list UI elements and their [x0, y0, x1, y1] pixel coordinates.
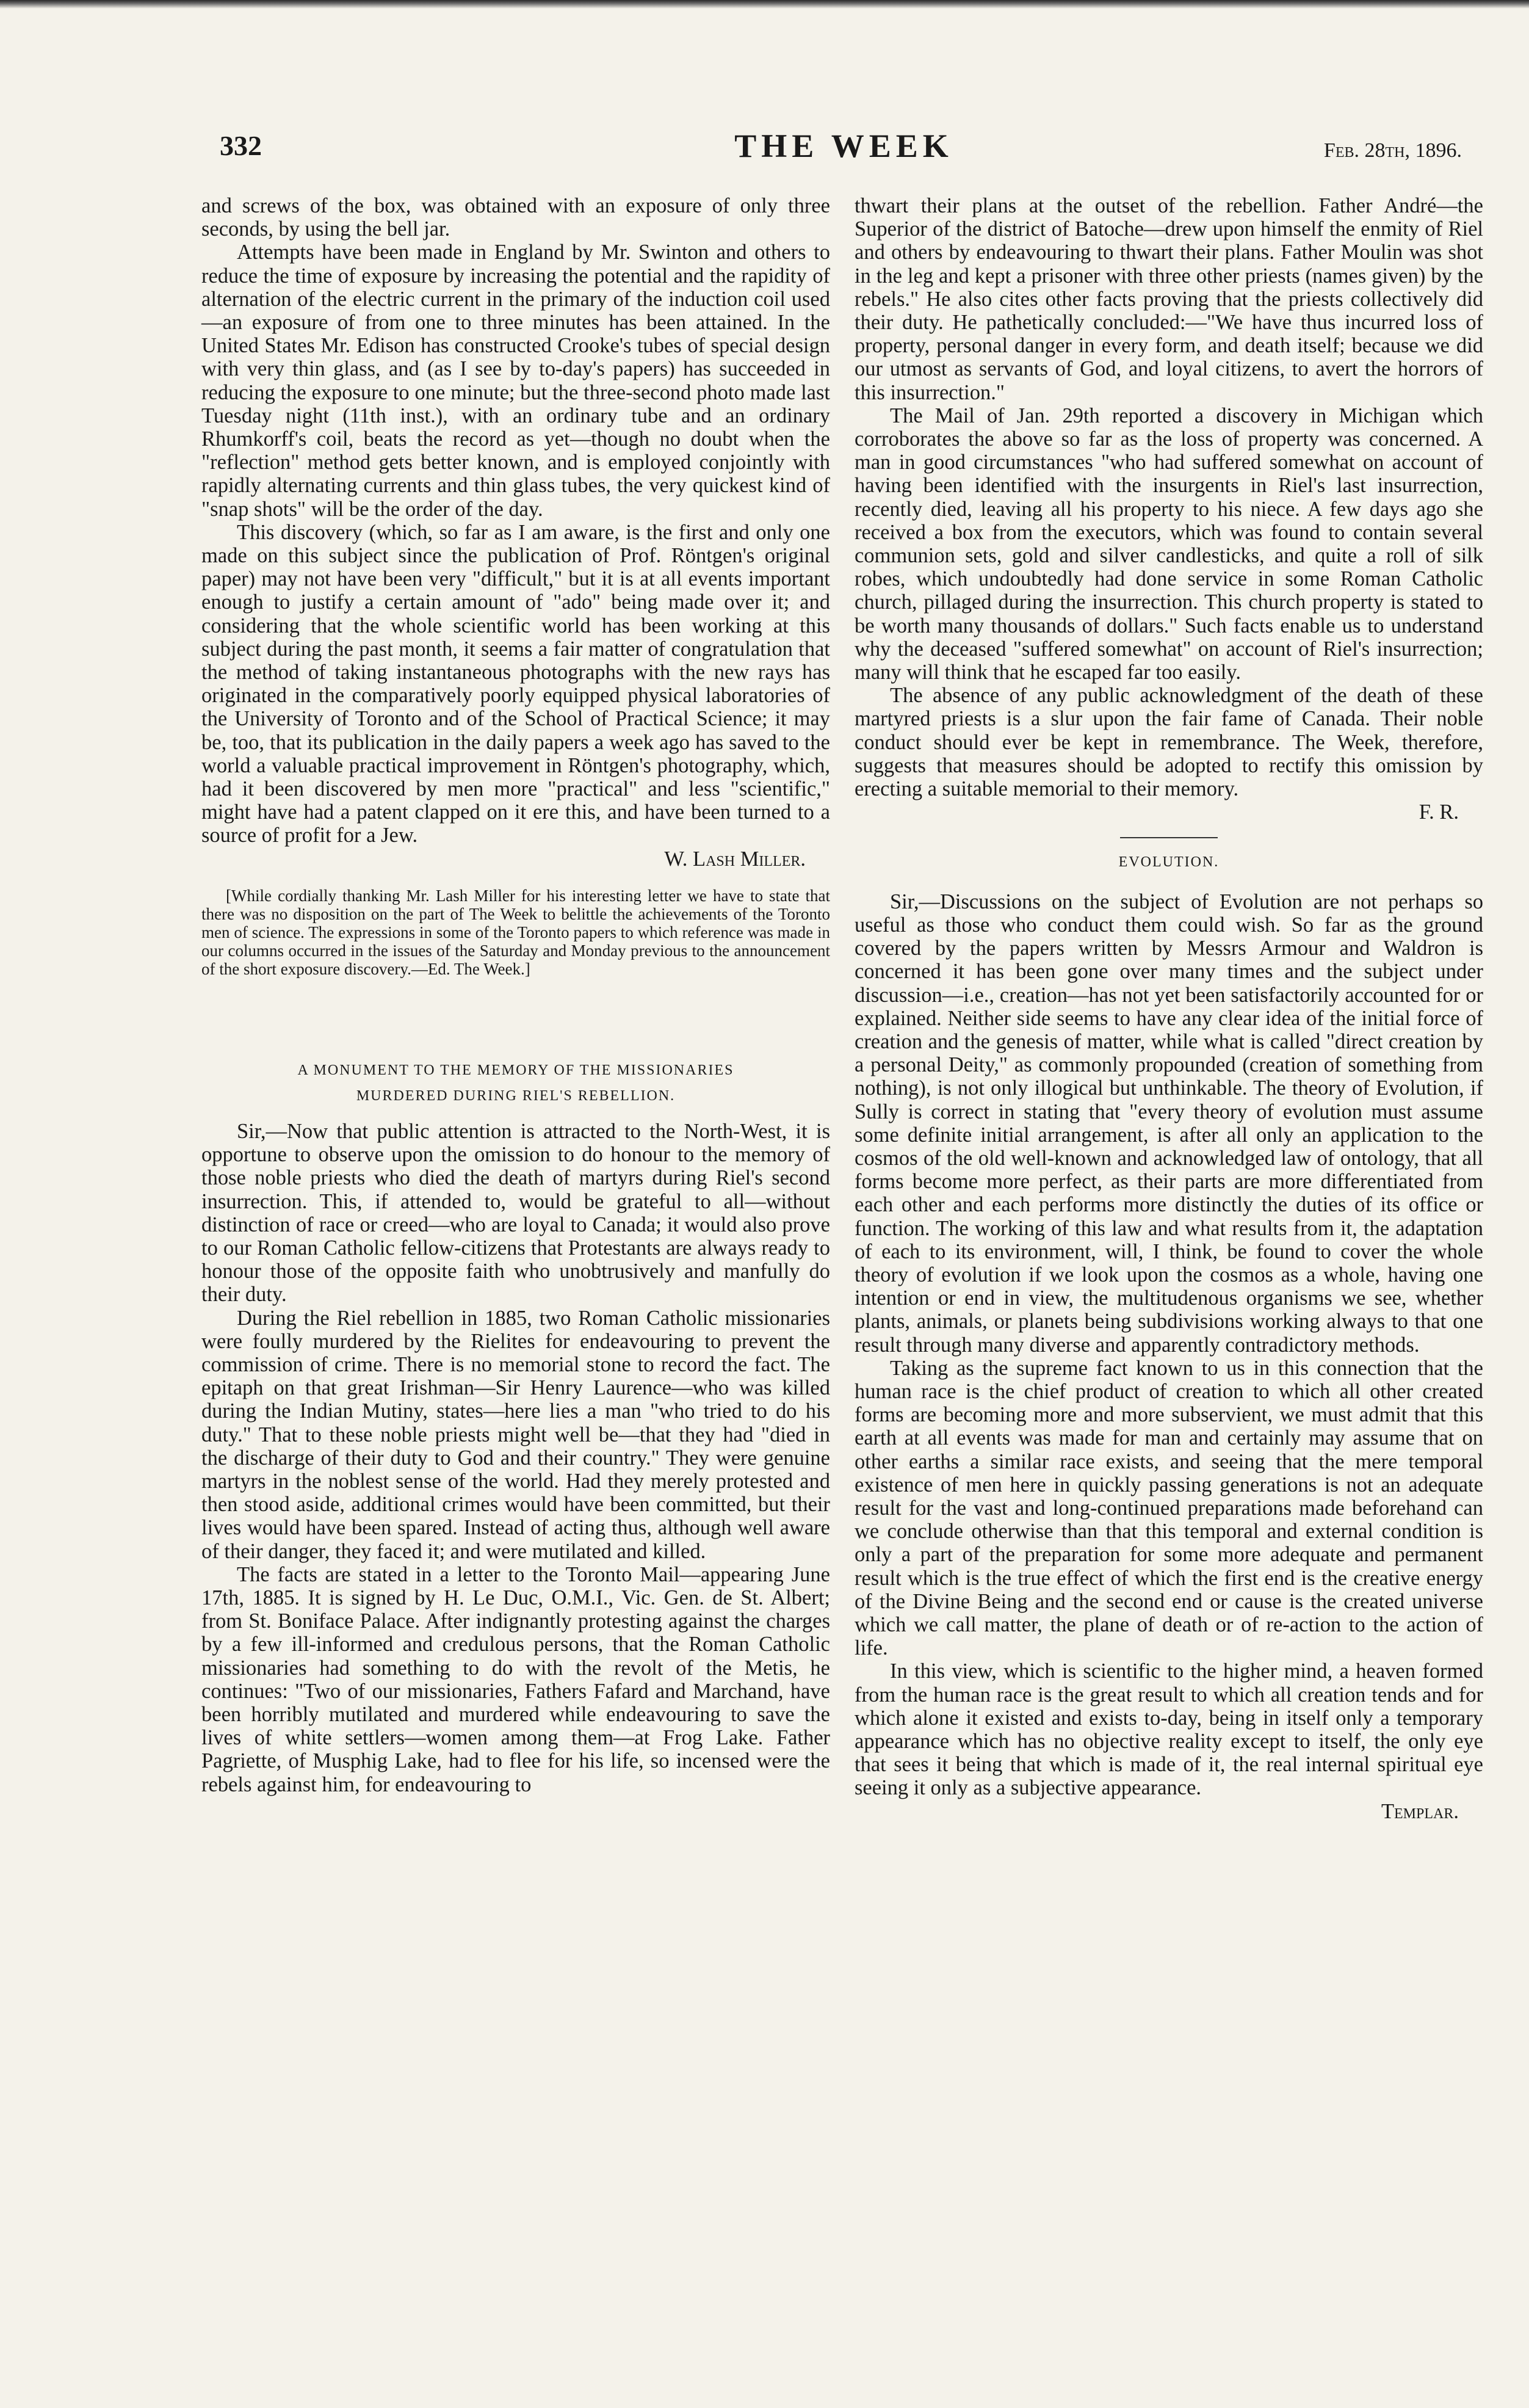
- paragraph: In this view, which is scientific to the higher mind, a heaven formed from the human race is the great result to which all creation tends and for which alone it existed and exists to-day, being in itself only a temporary appearance which has no objective reality except to itself, the only eye that sees it being that which is made of it, the real internal spiritual eye seeing it only as a subjective appearance.: [855, 1659, 1483, 1800]
- top-border: [0, 0, 1529, 9]
- signature-line: [201, 847, 830, 871]
- signature: Templar.: [1381, 1799, 1459, 1823]
- paragraph: thwart their plans at the outset of the rebellion. Father André—the Superior of the district of Batoche—drew upon himself the enmity of Riel and others by endeavouring to thwart their plans. Father Moulin was shot in the leg and kept a prisoner with three other priests (names given) by the rebels." He also cites other facts proving that the priests collectively did their duty. He pathetically concluded:—"We have thus incurred loss of property, personal danger in every form, and death itself; because we did our utmost as servants of God, and loyal citizens, to avert the horrors of this insurrection.": [855, 194, 1483, 404]
- signature-line: [855, 800, 1483, 824]
- signature-line: [855, 1800, 1483, 1823]
- paragraph: During the Riel rebellion in 1885, two Roman Catholic missionaries were foully murdered by the Rielites for endeavouring to prevent the commission of crime. There is no memorial stone to record the fact. The epitaph on that great Irishman—Sir Henry Laurence—who was killed during the Indian Mutiny, states—here lies a man "who tried to do his duty." That to these noble priests might well be—that they had "died in the discharge of their duty to God and their country." They were genuine martyrs in the noblest sense of the world. Had they merely protested and then stood aside, additional crimes would have been committed, but their lives would have been spared. Instead of acting thus, although well aware of their danger, they faced it; and were mutilated and killed.: [201, 1306, 830, 1563]
- heading-line: MURDERED DURING RIEL'S REBELLION.: [356, 1087, 676, 1104]
- signature: W. Lash Miller.: [664, 847, 806, 871]
- paragraph: Sir,—Now that public attention is attracted to the North-West, it is opportune to observe upon the omission to do honour to the memory of those noble priests who died the death of martyrs during Riel's second insurrection. This, if attended to, would be grateful to all—without distinction of race or creed—who are loyal to Canada; it would also prove to our Roman Catholic fellow-citizens that Protestants are always ready to honour those of the opposite faith who unobtrusively and manfully do their duty.: [201, 1119, 830, 1307]
- paragraph: and screws of the box, was obtained with an exposure of only three seconds, by using the bell jar.: [201, 194, 830, 241]
- section-divider: [1120, 837, 1218, 838]
- right-column: [855, 194, 1483, 1823]
- paragraph: The absence of any public acknowledgment of the death of these martyred priests is a slur upon the fair fame of Canada. Their noble conduct should ever be kept in remembrance. The Week, therefore, suggests that measures should be adopted to rectify this omission by erecting a suitable memorial to their memory.: [855, 684, 1483, 801]
- paragraph: The facts are stated in a letter to the Toronto Mail—appearing June 17th, 1885. It is signed by H. Le Duc, O.M.I., Vic. Gen. de St. Albert; from St. Boniface Palace. After indignantly protesting against the charges by a few ill-informed and credulous persons, that the Roman Catholic missionaries had something to do with the revolt of the Metis, he continues: "Two of our missionaries, Fathers Fafard and Marchand, have been horribly mutilated and murdered while endeavouring to save the lives of white settlers—women among them—at Frog Lake. Father Pagriette, of Musphig Lake, had to flee for his life, so incensed were the rebels against him, for endeavouring to: [201, 1562, 830, 1796]
- page-header: [208, 122, 1480, 177]
- heading-line: A MONUMENT TO THE MEMORY OF THE MISSIONARIES: [297, 1062, 734, 1078]
- signature: F. R.: [1419, 800, 1459, 824]
- issue-date: Feb. 28th, 1896.: [1323, 139, 1462, 162]
- paragraph: Taking as the supreme fact known to us in this connection that the human race is the chief product of creation to which all other created forms are becoming more and more subservient, we must admit that this earth at all events was made for man and certainly may assume that on other earths a similar race exists, and seeing that the mere temporal existence of men here in quickly passing generations is not an adequate result for the vast and long-continued preparations made beforehand can we conclude otherwise than that this temporal and external condition is only a part of the preparation for some more adequate and permanent result which is the true effect of which the first end is the creative energy of the Divine Being and the second end or cause is the created universe which we call matter, the plane of death or of re-action to the action of life.: [855, 1356, 1483, 1660]
- paragraph: The Mail of Jan. 29th reported a discovery in Michigan which corroborates the above so far as the loss of property was concerned. A man in good circumstances "who had suffered somewhat on account of having been identified with the insurgents in Riel's last insurrection, recently died, leaving all his property to his niece. A few days ago she received a box from the executors, which was found to contain several communion sets, gold and silver candlesticks, and quite a roll of silk robes, which undoubtedly had done service in some Roman Catholic church, pillaged during the insurrection. This church property is stated to be worth many thousands of dollars." Such facts enable us to understand why the deceased "suffered somewhat" on account of Riel's insurrection; many will think that he escaped far too easily.: [855, 404, 1483, 684]
- journal-title: THE WEEK: [734, 128, 953, 164]
- page-number: 332: [220, 130, 262, 161]
- paragraph: Attempts have been made in England by Mr. Swinton and others to reduce the time of exposure by increasing the potential and the rapidity of alternation of the electric current in the primary of the induction coil used—an exposure of from one to three minutes has been attained. In the United States Mr. Edison has constructed Crooke's tubes of special design with very thin glass, and (as I see by to-day's papers) has succeeded in reducing the exposure to one minute; but the three-second photo made last Tuesday night (11th inst.), with an ordinary tube and an ordinary Rhumkorff's coil, beats the record as yet—though no doubt when the "reflection" method gets better known, and is employed conjointly with rapidly alternating currents and thin glass tubes, the very quickest kind of "snap shots" will be the order of the day.: [201, 241, 830, 521]
- left-column: [201, 194, 830, 1796]
- article-heading: [201, 1057, 830, 1109]
- section-title: EVOLUTION.: [1118, 854, 1220, 871]
- editor-note: [While cordially thanking Mr. Lash Miller for his interesting letter we have to state that there was no disposition on the part of The Week to belittle the achievements of the Toronto men of science. The expressions in some of the Toronto papers to which reference was made in our columns occurred in the issues of the Saturday and Monday previous to the announcement of the short exposure discovery.—Ed. The Week.]: [201, 886, 830, 978]
- paragraph: This discovery (which, so far as I am aware, is the first and only one made on this subject since the publication of Prof. Röntgen's original paper) may not have been very "difficult," but it is at all events important enough to justify a certain amount of "ado" being made over it; and considering that the whole scientific world has been working at this subject during the past month, it seems a fair matter of congratulation that the method of taking instantaneous photographs with the new rays has originated in the comparatively poorly equipped physical laboratories of the University of Toronto and of the School of Practical Science; it may be, too, that its publication in the daily papers a week ago has saved to the world a valuable practical improvement in Röntgen's photography, which, had it been discovered by men more "practical" and less "scientific," might have had a patent clapped on it ere this, and have been turned to a source of profit for a Jew.: [201, 520, 830, 847]
- paragraph: Sir,—Discussions on the subject of Evolution are not perhaps so useful as those who conduct them could wish. So far as the ground covered by the papers written by Messrs Armour and Waldron is concerned it has been gone over many times and the subject under discussion—i.e., creation—has not yet been satisfactorily accounted for or explained. Neither side seems to have any clear idea of the initial force of creation and the genesis of matter, while what is called "direct creation by a personal Deity," as commonly propounded (creation of something from nothing), is not only illogical but unthinkable. The theory of Evolution, if Sully is correct in stating that "every theory of evolution must assume some definite initial arrangement, is after all only an application to the cosmos of the old well-known and acknowledged law of ontology, that all forms become more perfect, as their parts are more differentiated from each other and each performs more distinctly the duties of its office or function. The working of this law and what results from it, the adaptation of each to its environment, will, I think, be found to cover the whole theory of evolution if we look upon the cosmos as a whole, having one intention or end in view, the multitudenous organisms we see, whether plants, animals, or planets being subdivisions working always to that one result through many diverse and apparently contradictory methods.: [855, 890, 1483, 1357]
